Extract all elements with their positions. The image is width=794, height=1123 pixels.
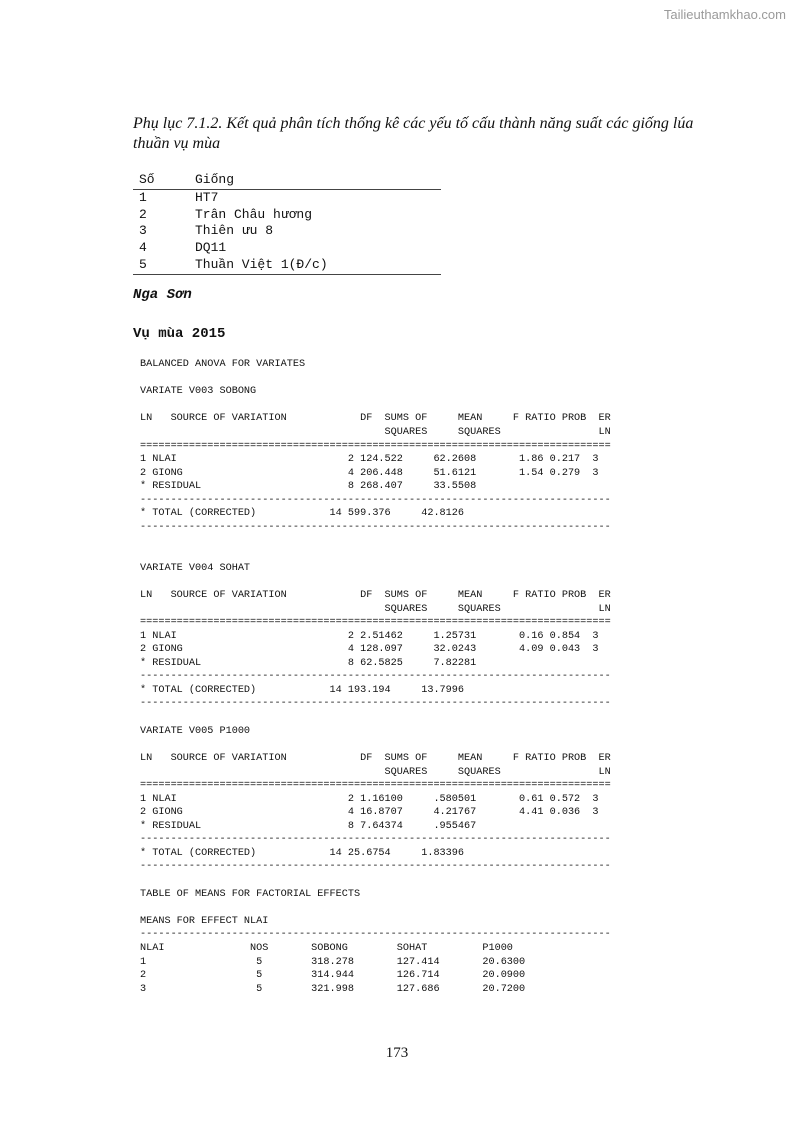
cell-variety: Trân Châu hương [195, 206, 313, 222]
anova-row: * RESIDUAL 8 268.407 33.5508 [140, 481, 477, 492]
means-header: NLAI NOS SOBONG SOHAT P1000 [140, 943, 513, 954]
header-number: Số [139, 172, 155, 187]
variety-table-header [133, 172, 441, 190]
means-row: 3 5 321.998 127.686 20.7200 [140, 984, 526, 995]
rule-line: ----------------------------------------------------------------------------- [140, 929, 611, 940]
anova-total: * TOTAL (CORRECTED) 14 25.6754 1.83396 [140, 848, 465, 859]
rule-line: ----------------------------------------------------------------------------- [140, 834, 611, 845]
anova-row: 2 GIONG 4 206.448 51.6121 1.54 0.279 3 [140, 468, 599, 479]
anova-header: LN SOURCE OF VARIATION DF SUMS OF MEAN F RATIO PROB ER [140, 413, 611, 424]
rule-line: ----------------------------------------------------------------------------- [140, 698, 611, 709]
means-row: 1 5 318.278 127.414 20.6300 [140, 957, 526, 968]
anova-row: 1 NLAI 2 2.51462 1.25731 0.16 0.854 3 [140, 631, 599, 642]
anova-total: * TOTAL (CORRECTED) 14 599.376 42.8126 [140, 508, 465, 519]
variate-name: VARIATE V003 SOBONG [140, 386, 257, 397]
rule-line: ----------------------------------------------------------------------------- [140, 671, 611, 682]
rule-line: ----------------------------------------------------------------------------- [140, 522, 611, 533]
anova-total: * TOTAL (CORRECTED) 14 193.194 13.7996 [140, 685, 465, 696]
cell-variety: Thuần Việt 1(Đ/c) [195, 256, 328, 272]
anova-row: * RESIDUAL 8 7.64374 .955467 [140, 821, 477, 832]
cell-variety: HT7 [195, 189, 219, 205]
anova-title: BALANCED ANOVA FOR VARIATES [140, 359, 306, 370]
appendix-caption: Phụ lục 7.1.2. Kết quả phân tích thống kê các yếu tố cấu thành năng suất các giống lúa thuần vụ mùa [133, 115, 694, 152]
means-row: 2 5 314.944 126.714 20.0900 [140, 970, 526, 981]
rule-line: ============================================================================= [140, 617, 611, 628]
cell-variety: Thiên ưu 8 [195, 223, 274, 239]
means-effect: MEANS FOR EFFECT NLAI [140, 916, 269, 927]
cell-number: 2 [139, 206, 147, 222]
anova-row: 1 NLAI 2 1.16100 .580501 0.61 0.572 3 [140, 794, 599, 805]
table-row [133, 207, 441, 224]
anova-row: 2 GIONG 4 16.8707 4.21767 4.41 0.036 3 [140, 807, 599, 818]
variety-table-body [133, 190, 441, 275]
season-heading: Vụ mùa 2015 [133, 326, 226, 342]
location-heading: Nga Sơn [133, 287, 192, 303]
variety-table [133, 172, 441, 275]
rule-line: ----------------------------------------------------------------------------- [140, 495, 611, 506]
variate-name: VARIATE V005 P1000 [140, 726, 251, 737]
cell-number: 1 [139, 189, 147, 205]
anova-row: 1 NLAI 2 124.522 62.2608 1.86 0.217 3 [140, 454, 599, 465]
table-row [133, 240, 441, 257]
page-number: 173 [385, 1045, 409, 1061]
anova-header: SQUARES SQUARES LN [140, 427, 611, 438]
anova-header: LN SOURCE OF VARIATION DF SUMS OF MEAN F RATIO PROB ER [140, 590, 611, 601]
cell-variety: DQ11 [195, 240, 227, 256]
table-row [133, 223, 441, 240]
table-row [133, 257, 441, 274]
header-variety: Giống [195, 172, 235, 187]
anova-header: SQUARES SQUARES LN [140, 767, 611, 778]
anova-row: 2 GIONG 4 128.097 32.0243 4.09 0.043 3 [140, 644, 599, 655]
anova-header: SQUARES SQUARES LN [140, 604, 611, 615]
variate-name: VARIATE V004 SOHAT [140, 563, 251, 574]
watermark-text: Tailieuthamkhao.com [663, 7, 786, 22]
table-row [133, 190, 441, 207]
rule-line: ----------------------------------------------------------------------------- [140, 861, 611, 872]
anova-header: LN SOURCE OF VARIATION DF SUMS OF MEAN F RATIO PROB ER [140, 753, 611, 764]
rule-line: ============================================================================= [140, 441, 611, 452]
cell-number: 4 [139, 240, 147, 256]
anova-row: * RESIDUAL 8 62.5825 7.82281 [140, 658, 477, 669]
cell-number: 3 [139, 223, 147, 239]
rule-line: ============================================================================= [140, 780, 611, 791]
means-title: TABLE OF MEANS FOR FACTORIAL EFFECTS [140, 889, 361, 900]
cell-number: 5 [139, 256, 147, 272]
